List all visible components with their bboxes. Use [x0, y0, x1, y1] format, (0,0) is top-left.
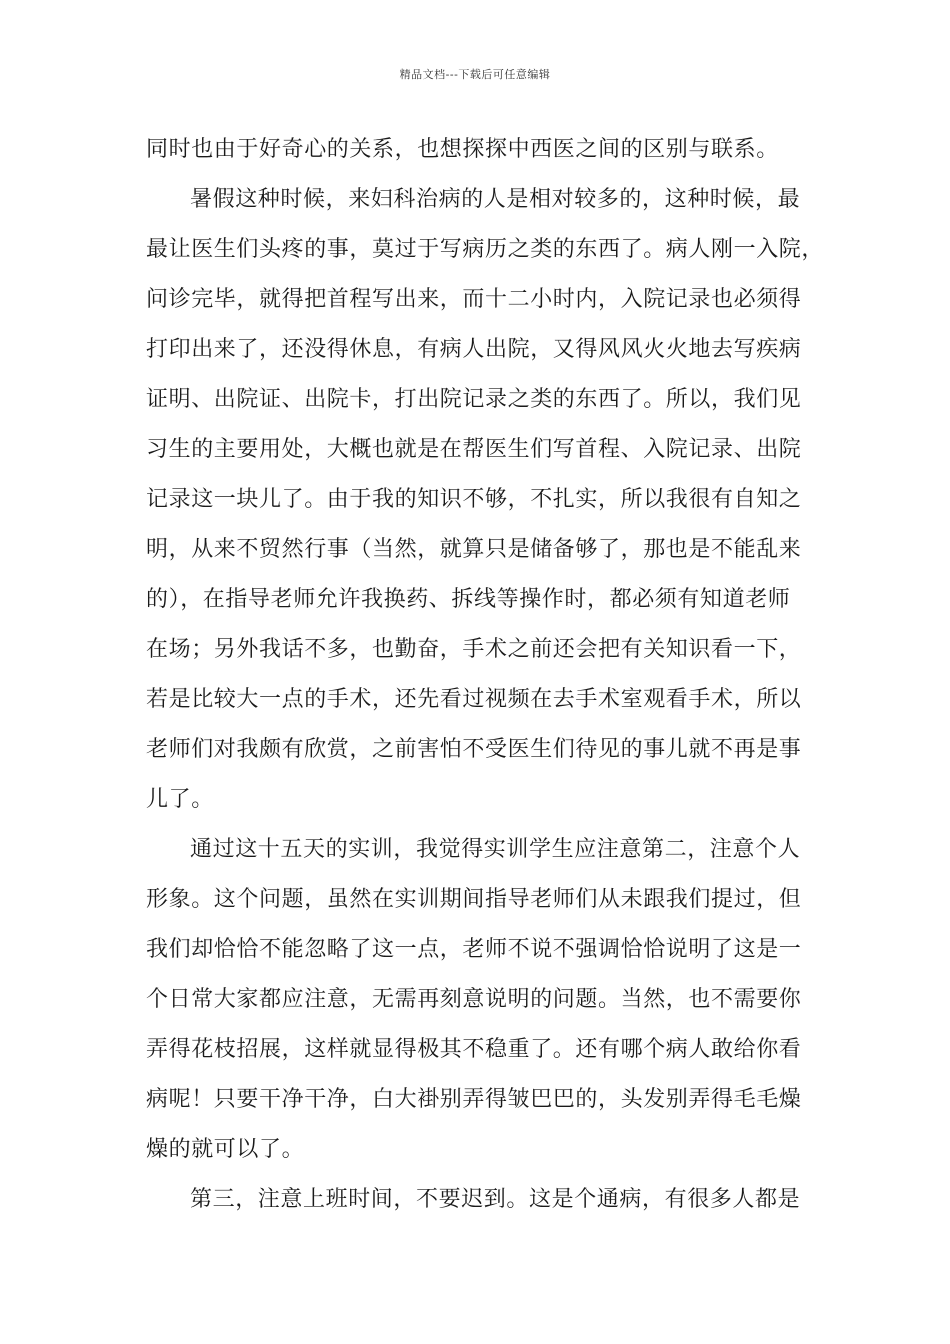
text-line: 问诊完毕，就得把首程写出来，而十二小时内，入院记录也必须得 [146, 287, 802, 312]
text-line: 打印出来了，还没得休息，有病人出院，又得风风火火地去写疾病 [146, 337, 802, 362]
text-line: 记录这一块儿了。由于我的知识不够，不扎实，所以我很有自知之 [146, 487, 802, 512]
text-line: 暑假这种时候，来妇科治病的人是相对较多的，这种时候，最 [190, 187, 801, 212]
text-line: 儿了。 [146, 787, 214, 812]
page-header: 精品文档---下载后可任意编辑 [399, 68, 551, 81]
text-line: 弄得花枝招展，这样就显得极其不稳重了。还有哪个病人敢给你看 [146, 1037, 802, 1062]
text-line: 燥的就可以了。 [146, 1137, 305, 1162]
text-line: 习生的主要用处，大概也就是在帮医生们写首程、入院记录、出院 [146, 437, 802, 462]
text-line: 个日常大家都应注意，无需再刻意说明的问题。当然，也不需要你 [146, 987, 802, 1012]
text-line: 在场；另外我话不多，也勤奋，手术之前还会把有关知识看一下， [146, 637, 802, 662]
text-line: 我们却恰恰不能忽略了这一点，老师不说不强调恰恰说明了这是一 [146, 937, 802, 962]
text-line: 证明、出院证、出院卡，打出院记录之类的东西了。所以，我们见 [146, 387, 802, 412]
text-line: 同时也由于好奇心的关系，也想探探中西医之间的区别与联系。 [146, 137, 779, 162]
text-line: 形象。这个问题，虽然在实训期间指导老师们从未跟我们提过，但 [146, 887, 802, 912]
text-line: 明，从来不贸然行事（当然，就算只是储备够了，那也是不能乱来 [146, 537, 802, 562]
text-line: 最让医生们头疼的事，莫过于写病历之类的东西了。病人刚一入院， [146, 237, 825, 262]
text-line: 通过这十五天的实训，我觉得实训学生应注意第二，注意个人 [190, 837, 801, 862]
text-line: 老师们对我颇有欣赏，之前害怕不受医生们待见的事儿就不再是事 [146, 737, 802, 762]
text-line: 的），在指导老师允许我换药、拆线等操作时，都必须有知道老师 [146, 587, 791, 612]
text-line: 病呢！只要干净干净，白大褂别弄得皱巴巴的，头发别弄得毛毛燥 [146, 1087, 802, 1112]
text-line: 第三，注意上班时间，不要迟到。这是个通病，有很多人都是 [190, 1187, 801, 1212]
text-line: 若是比较大一点的手术，还先看过视频在去手术室观看手术，所以 [146, 687, 802, 712]
